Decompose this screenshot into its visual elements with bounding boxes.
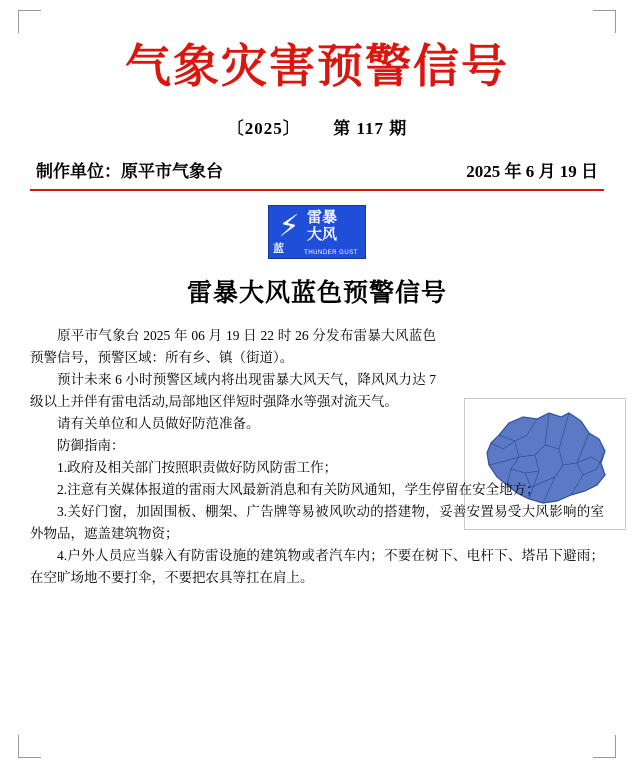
guide-item-1: 1.政府及相关部门按照职责做好防风防雷工作； [57,459,338,475]
issue-number: 第 117 期 [333,118,408,138]
badge-text [307,209,361,243]
page-title: 气象灾害预警信号 [125,39,509,93]
document-content [30,26,604,589]
paragraph-issue: 原平市气象台 2025 年 06 月 19 日 22 时 26 分发布雷暴大风蓝色预警信号，预警区域：所有乡、镇（街道）。 [30,327,436,365]
issue-year: 〔2025〕 [226,118,301,138]
crop-mark-bottom-right [593,735,616,758]
badge-line2: 大风 [307,224,338,243]
paragraph-forecast: 预计未来 6 小时预警区域内将出现雷暴大风天气，降风风力达 7 级以上并伴有雷电活动,局部地区伴短时强降水等强对流天气。 [30,371,436,409]
warning-signal-title: 雷暴大风蓝色预警信号 [186,277,447,307]
paragraph-notice: 请有关单位和人员做好防范准备。 [57,415,260,431]
red-divider [30,189,604,191]
map-float-spacer [446,331,604,459]
guide-item-3: 3.关好门窗，加固围板、棚架、广告牌等易被风吹动的搭建物，妥善安置易受大风影响的室外物品，遮盖建筑物资； [30,503,604,541]
issue-line [30,114,604,139]
meta-row [30,157,604,182]
guide-item-2: 2.注意有关媒体报道的雷雨大风最新消息和有关防风通知，学生停留在安全地方； [57,481,540,497]
guide-item-4: 4.户外人员应当躲入有防雷设施的建筑物或者汽车内；不要在树下、电杆下、塔吊下避雨；在空旷场地不要打伞，不要把农具等扛在肩上。 [30,547,604,585]
warning-body [30,325,604,589]
crop-mark-bottom-left [18,735,41,758]
badge-english-label: THUNDER GUST [304,249,358,256]
thunder-gust-blue-badge [268,205,366,259]
paragraph-guide-heading: 防御指南： [57,437,125,453]
producer-label: 制作单位：原平市气象台 [36,161,223,181]
badge-line1: 雷暴 [307,207,338,226]
warning-badge-wrapper [30,205,604,259]
issue-date: 2025 年 6 月 19 日 [466,161,598,181]
badge-level-label: 蓝 [273,241,284,255]
lightning-bolt-icon: ⚡ [278,208,300,244]
